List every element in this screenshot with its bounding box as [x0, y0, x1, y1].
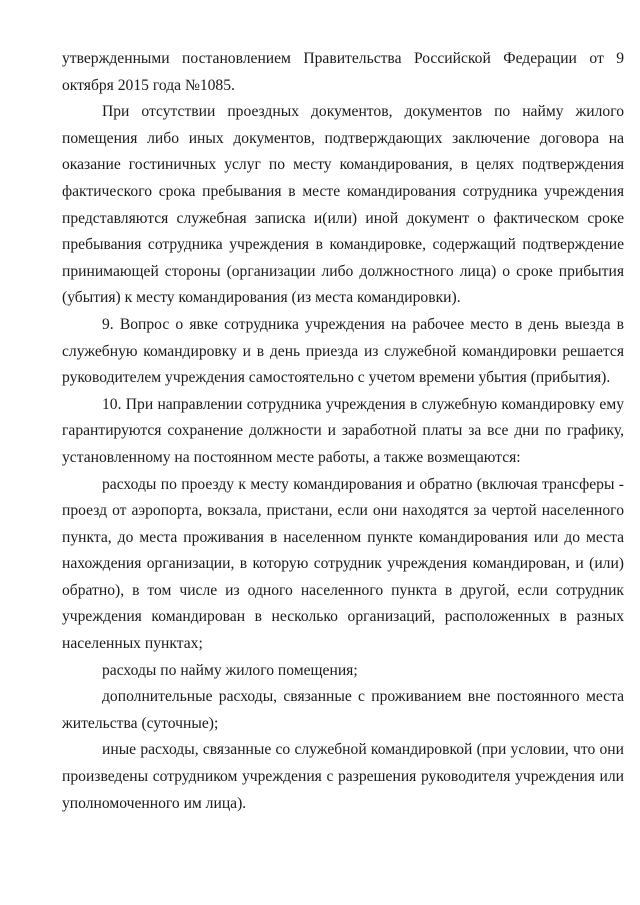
paragraph-daily-allowance: дополнительные расходы, связанные с проживанием вне постоянного места жительства (суточные);: [62, 688, 624, 732]
paragraph-travel-expenses: расходы по проезду к месту командирования и обратно (включая трансферы - проезд от аэропорта, вокзала, пристани, если они находятся за чертой населенного пункта, до места проживания в населенном пункте командирования или до места нахождения организации, в которую сотрудник учреждения командирован, и (или) обратно), в том числе из одного населенного пункта в другой, если сотрудник учреждения командирован в несколько организаций, расположенных в разных населенных пунктах;: [62, 475, 624, 653]
paragraph-housing-expenses: расходы по найму жилого помещения;: [102, 661, 358, 679]
document-page: [62, 46, 624, 817]
paragraph-item-9: 9. Вопрос о явке сотрудника учреждения на рабочее место в день выезда в служебную командировку и в день приезда из служебной командировки решается руководителем учреждения самостоятельно с учетом времени убытия (прибытия).: [62, 315, 624, 387]
paragraph-other-expenses: иные расходы, связанные со служебной командировкой (при условии, что они произведены сотрудником учреждения с разрешения руководителя учреждения или уполномоченного им лица).: [62, 741, 624, 812]
paragraph-missing-documents: При отсутствии проездных документов, документов по найму жилого помещения либо иных документов, подтверждающих заключение договора на оказание гостиничных услуг по месту командирования, в целях подтверждения фактического срока пребывания в месте командирования сотрудника учреждения представляются служебная записка и(или) иной документ о фактическом сроке пребывания сотрудника учреждения в командировке, содержащий подтверждение принимающей стороны (организации либо должностного лица) о сроке прибытия (убытия) к месту командирования (из места командировки).: [62, 103, 624, 307]
paragraph-continuation: утвержденными постановлением Правительства Российской Федерации от 9 октября 2015 года №1085.: [62, 50, 624, 94]
paragraph-item-10: 10. При направлении сотрудника учреждения в служебную командировку ему гарантируются сохранение должности и заработной платы за все дни по графику, установленному на постоянном месте работы, а также возмещаются:: [62, 395, 624, 466]
